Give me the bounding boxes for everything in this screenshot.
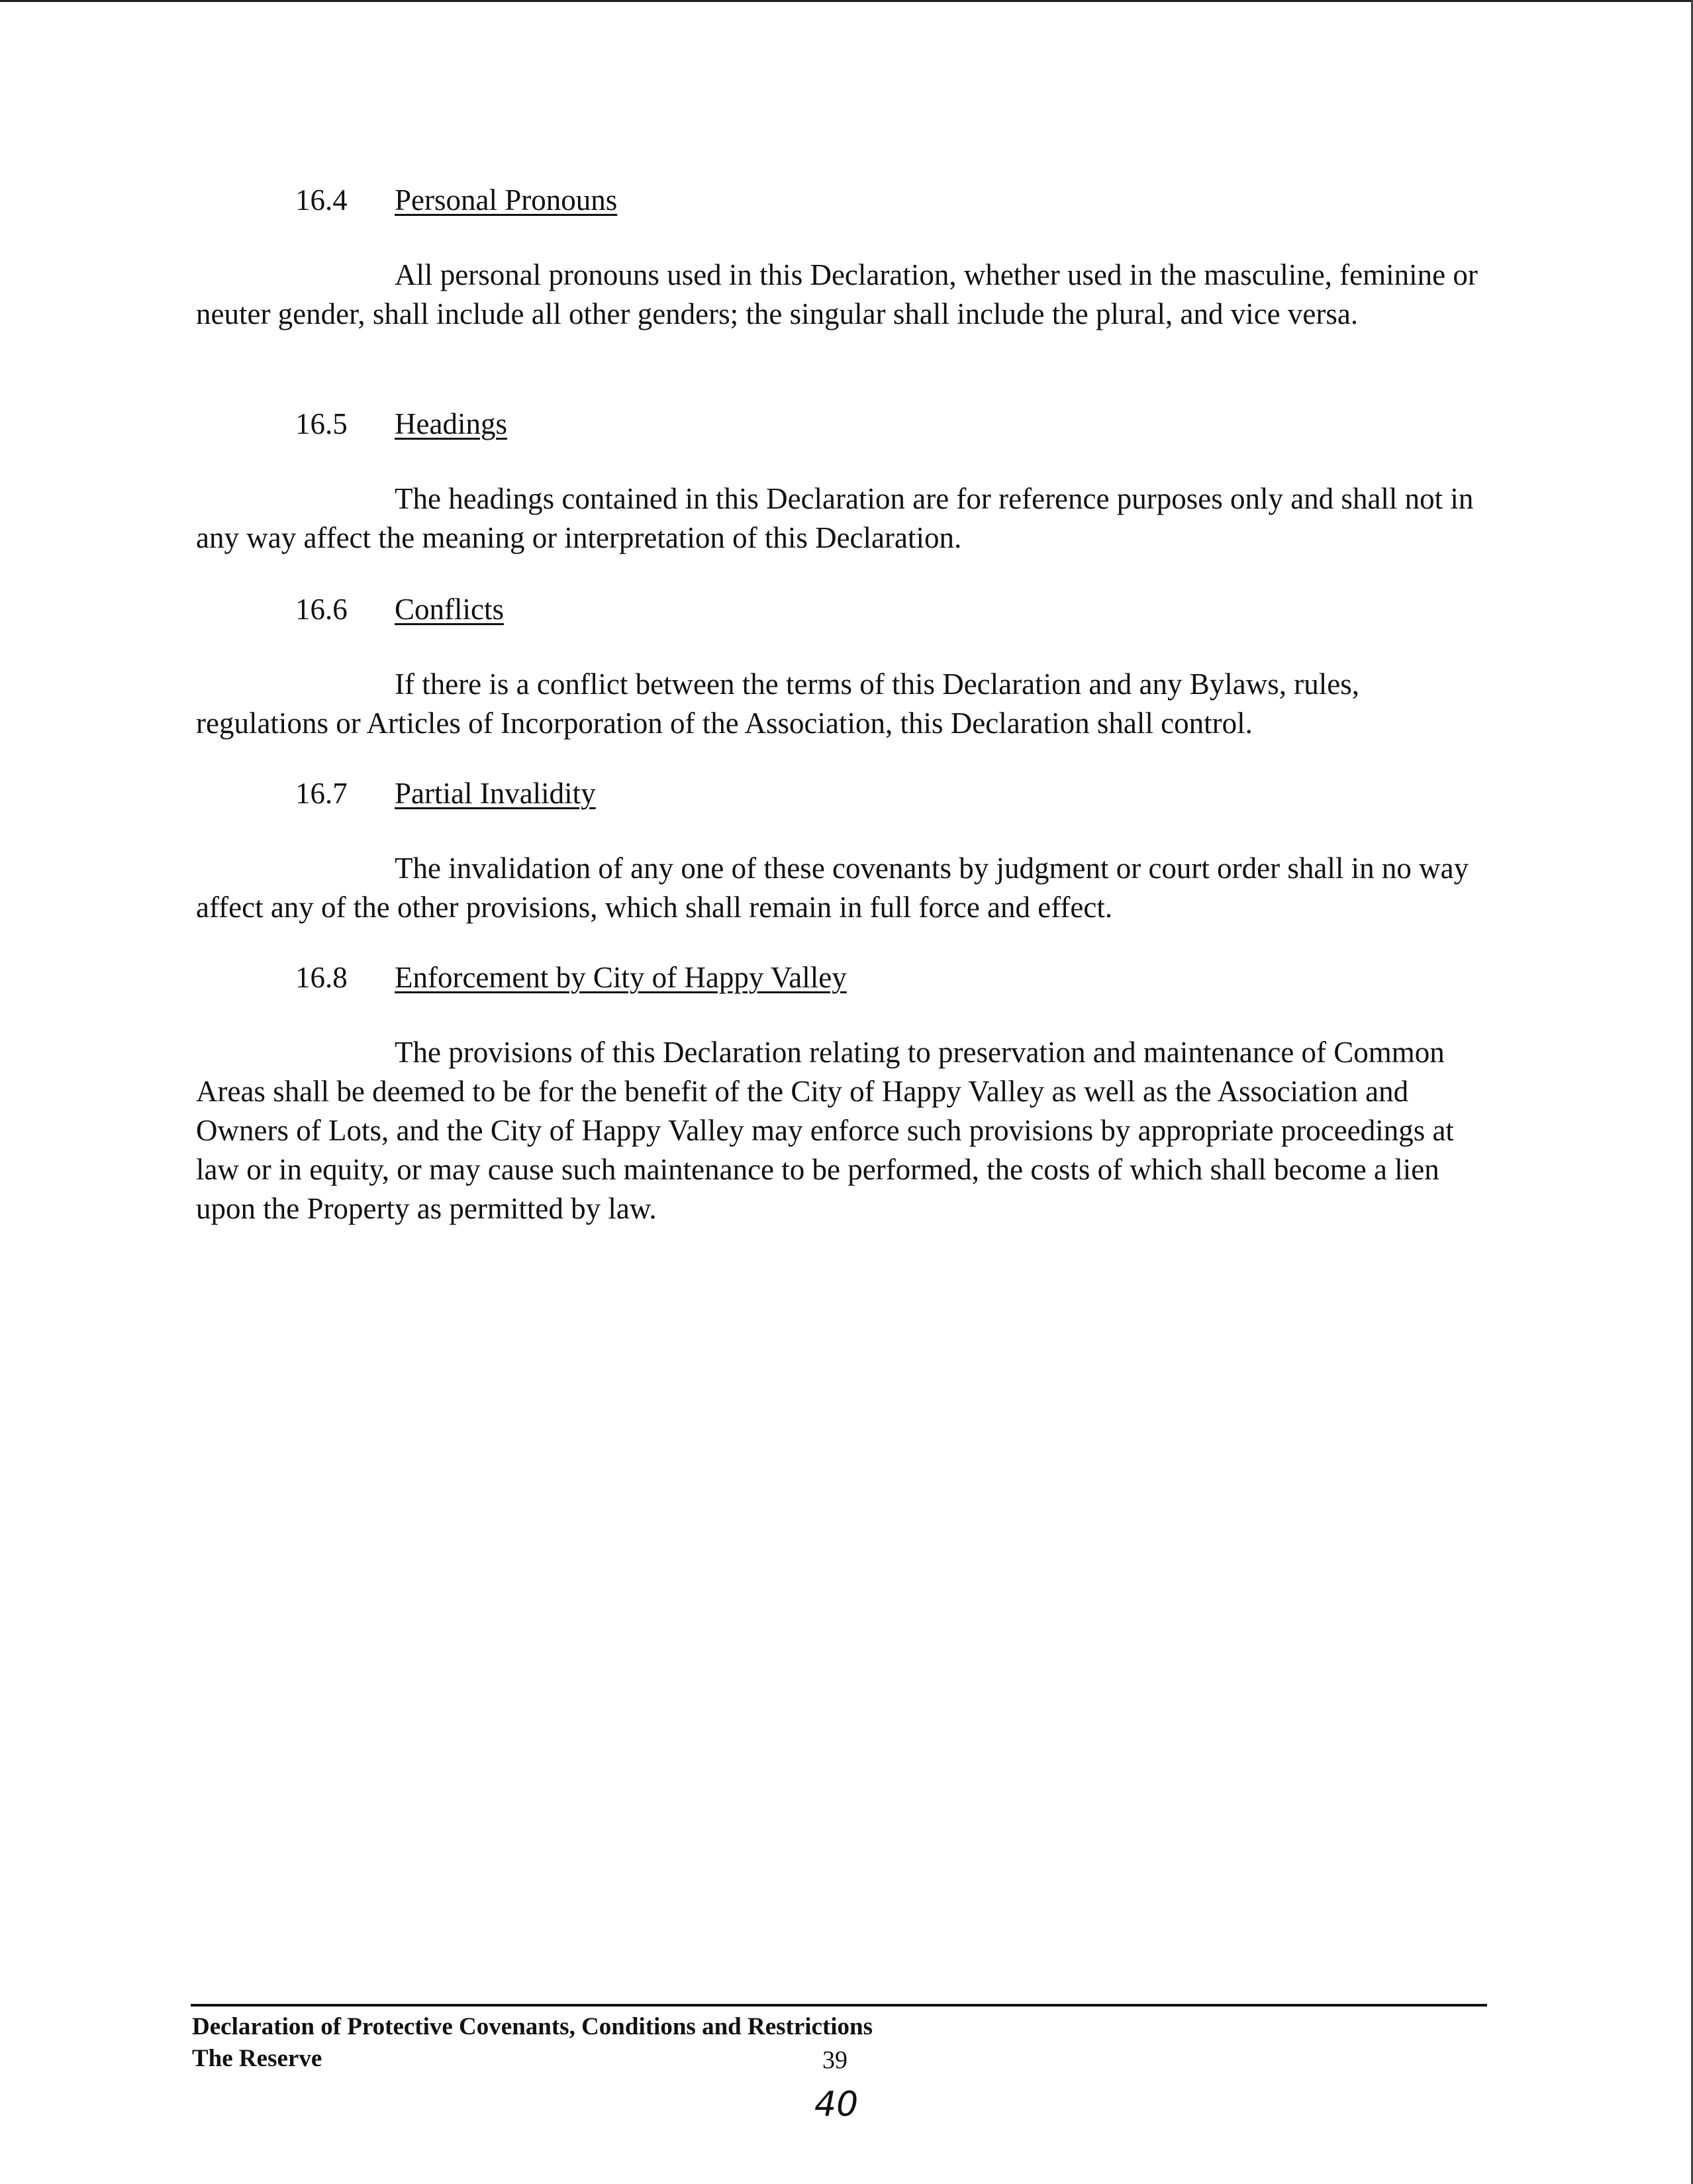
- section-16-6: [196, 591, 1494, 743]
- section-16-4: [196, 181, 1494, 334]
- section-16-7: [196, 775, 1494, 927]
- section-body: All personal pronouns used in this Declaration, whether used in the masculine, feminine or neuter gender, shall include all other genders; the singular shall include the plural, and vice versa.: [196, 258, 1478, 330]
- section-body: The invalidation of any one of these covenants by judgment or court order shall in no way affect any of the other provisions, which shall remain in full force and effect.: [196, 852, 1469, 924]
- section-title: Partial Invalidity: [395, 777, 596, 810]
- section-heading: [196, 181, 1494, 219]
- section-number: 16.6: [295, 593, 348, 626]
- section-heading: [196, 775, 1494, 812]
- section-number: 16.4: [295, 183, 348, 217]
- page-edge-top: [0, 0, 1693, 2]
- section-16-8: [196, 959, 1494, 1228]
- section-number: 16.8: [295, 961, 348, 994]
- footer-document-title: Declaration of Protective Covenants, Conditions and Restrictions: [192, 2013, 873, 2040]
- section-heading: [196, 591, 1494, 628]
- section-title: Enforcement by City of Happy Valley: [395, 961, 847, 994]
- section-title: Headings: [395, 407, 507, 440]
- section-title: Conflicts: [395, 593, 504, 626]
- section-number: 16.7: [295, 777, 348, 810]
- footer-project-name: The Reserve: [192, 2045, 322, 2072]
- section-body: If there is a conflict between the terms of this Declaration and any Bylaws, rules, regulations or Articles of Incorporation of the Association, this Declaration shall control.: [196, 668, 1360, 740]
- footer-rule: [191, 2004, 1487, 2007]
- section-number: 16.5: [295, 407, 348, 440]
- section-heading: [196, 959, 1494, 996]
- section-heading: [196, 405, 1494, 442]
- section-title: Personal Pronouns: [395, 183, 618, 217]
- footer-page-number: 39: [822, 2046, 847, 2074]
- section-16-5: [196, 405, 1494, 558]
- section-body: The provisions of this Declaration relating to preservation and maintenance of Common Areas shall be deemed to be for the benefit of the City of Happy Valley as well as the Association and Owners of Lots, and the City of Happy Valley may enforce such provisions by appropriate proceedings at law or in equity, or may cause such maintenance to be performed, the costs of which shall become a lien upon the Property as permitted by law.: [196, 1036, 1454, 1225]
- handwritten-page-number: 40: [814, 2085, 859, 2124]
- section-body: The headings contained in this Declaration are for reference purposes only and shall not in any way affect the meaning or interpretation of this Declaration.: [196, 482, 1474, 554]
